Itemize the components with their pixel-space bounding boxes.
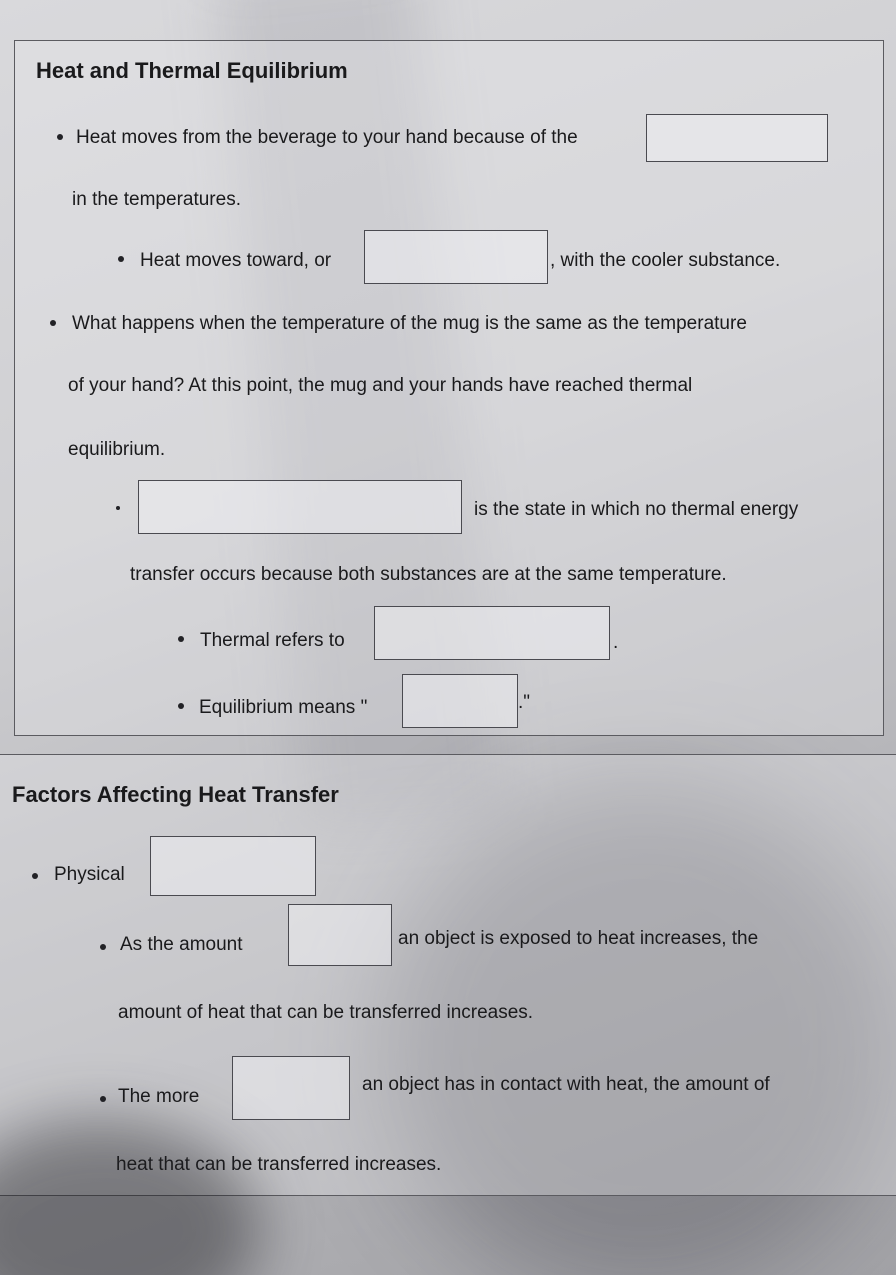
blank-physical-factor[interactable]	[150, 836, 316, 896]
section1-line4-b: is the state in which no thermal energy	[474, 499, 799, 520]
section2-title: Factors Affecting Heat Transfer	[12, 782, 339, 807]
section2-line2-b: an object is exposed to heat increases, the	[398, 928, 759, 949]
blank-surface-area[interactable]	[232, 1056, 350, 1120]
section1-line2-b: , with the cooler substance.	[550, 250, 781, 271]
section1-line3: What happens when the temperature of the mug is the same as the temperature	[72, 313, 747, 334]
bullet-dot	[100, 944, 106, 950]
section1-title: Heat and Thermal Equilibrium	[36, 58, 348, 83]
blank-temperature-difference[interactable]	[646, 114, 828, 162]
blank-equilibrium-means[interactable]	[402, 674, 518, 728]
section1-line4-cont: transfer occurs because both substances are at the same temperature.	[130, 564, 727, 585]
bullet-dot	[178, 703, 184, 709]
section2-line3-b: an object has in contact with heat, the amount of	[362, 1074, 770, 1095]
section1-line2-a: Heat moves toward, or	[140, 250, 332, 271]
bullet-dot	[50, 320, 56, 326]
section2-line3-cont: heat that can be transferred increases.	[116, 1154, 442, 1175]
section1-line1: Heat moves from the beverage to your hand because of the	[76, 127, 578, 148]
section1-line3-cont2: equilibrium.	[68, 439, 166, 460]
bullet-dot	[57, 134, 63, 140]
blank-amount-of-time[interactable]	[288, 904, 392, 966]
section1-line6-a: Equilibrium means "	[199, 697, 368, 718]
section2-line1-a: Physical	[54, 864, 125, 885]
section2-line2-a: As the amount	[120, 934, 243, 955]
blank-thermal-refers-to[interactable]	[374, 606, 610, 660]
section1-line5-b: .	[613, 632, 619, 653]
bullet-dot	[118, 256, 124, 262]
section1-line1-cont: in the temperatures.	[72, 189, 241, 210]
bullet-dot	[32, 873, 38, 879]
bullet-dot	[100, 1096, 106, 1102]
blank-thermal-equilibrium-term[interactable]	[138, 480, 462, 534]
bullet-dot	[116, 506, 120, 510]
section2-line3-a: The more	[118, 1086, 200, 1107]
bullet-dot	[178, 636, 184, 642]
section2-line2-cont: amount of heat that can be transferred increases.	[118, 1002, 534, 1023]
section1-line5-a: Thermal refers to	[200, 630, 345, 651]
section1-line3-cont1: of your hand? At this point, the mug and your hands have reached thermal	[68, 375, 693, 396]
section1-line6-b: ."	[518, 692, 531, 713]
blank-heat-moves-toward[interactable]	[364, 230, 548, 284]
